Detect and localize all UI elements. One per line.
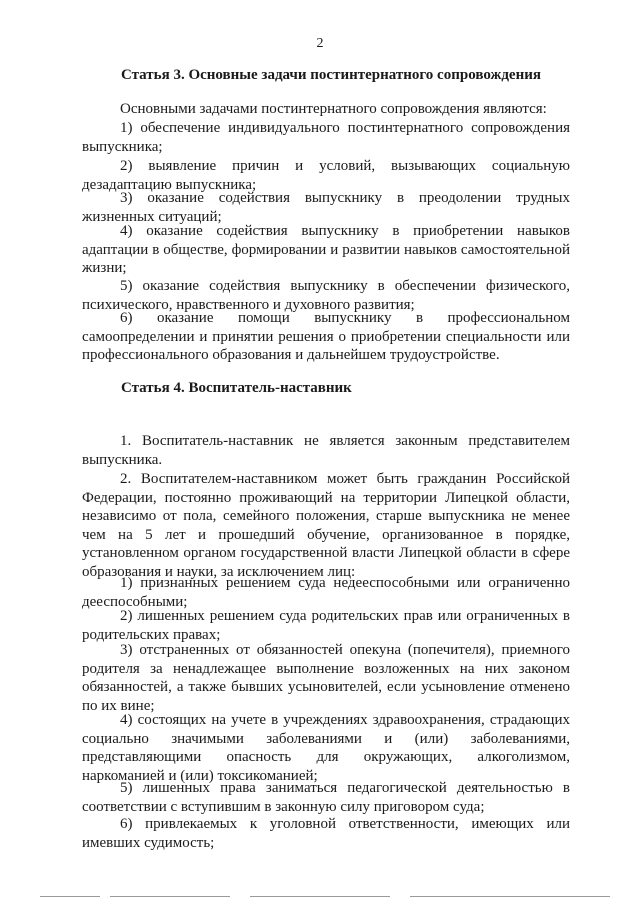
article-3-heading: Статья 3. Основные задачи постинтернатного сопровождения <box>121 67 541 83</box>
scan-edge-artifact <box>0 896 640 900</box>
article-4-clause-1: 1. Воспитатель-наставник не является законным представителем выпускника. <box>82 433 570 468</box>
article-4-clause-2: 2. Воспитателем-наставником может быть гражданин Российской Федерации, постоянно проживающий на территории Липецкой области, независимо от пола, семейного положения, старше выпускника не менее чем на 5 лет и прошедший обучение, организованное в порядке, установленном органом государственной власти Липецкой области в сфере образования и науки, за исключением лиц: <box>82 471 570 580</box>
article-3-item-1: 1) обеспечение индивидуального постинтернатного сопровождения выпускника; <box>82 120 570 155</box>
article-3-item-5: 5) оказание содействия выпускнику в обеспечении физического, психического, нравственного и духовного развития; <box>82 278 570 313</box>
article-3-intro: Основными задачами постинтернатного сопровождения являются: <box>120 101 547 117</box>
article-4-item-6: 6) привлекаемых к уголовной ответственности, имеющих или имевших судимость; <box>82 816 570 851</box>
article-4-item-3: 3) отстраненных от обязанностей опекуна (попечителя), приемного родителя за ненадлежащее выполнение возложенных на них законом обязанностей, а также бывших усыновителей, если усыновление отменено по их вине; <box>82 642 570 714</box>
article-4-item-4: 4) состоящих на учете в учреждениях здравоохранения, страдающих социально значимыми заболеваниями и (или) заболеваниями, представляющими опасность для окружающих, алкоголизмом, наркоманией и (или) токсикоманией; <box>82 712 570 784</box>
article-4-item-5: 5) лишенных права заниматься педагогической деятельностью в соответствии с вступившим в законную силу приговором суда; <box>82 780 570 815</box>
article-3-item-4: 4) оказание содействия выпускнику в приобретении навыков адаптации в обществе, формировании и развитии навыков самостоятельной жизни; <box>82 223 570 277</box>
article-4-heading: Статья 4. Воспитатель-наставник <box>121 380 352 396</box>
article-4-item-2: 2) лишенных решением суда родительских прав или ограниченных в родительских правах; <box>82 608 570 643</box>
article-3-item-2: 2) выявление причин и условий, вызывающих социальную дезадаптацию выпускника; <box>82 158 570 193</box>
article-4-item-1: 1) признанных решением суда недееспособными или ограниченно дееспособными; <box>82 575 570 610</box>
article-3-item-3: 3) оказание содействия выпускнику в преодолении трудных жизненных ситуаций; <box>82 190 570 225</box>
article-3-item-6: 6) оказание помощи выпускнику в профессиональном самоопределении и принятии решения о приобретении специальности или профессионального образования и дальнейшем трудоустройстве. <box>82 310 570 364</box>
page-number: 2 <box>316 36 324 51</box>
